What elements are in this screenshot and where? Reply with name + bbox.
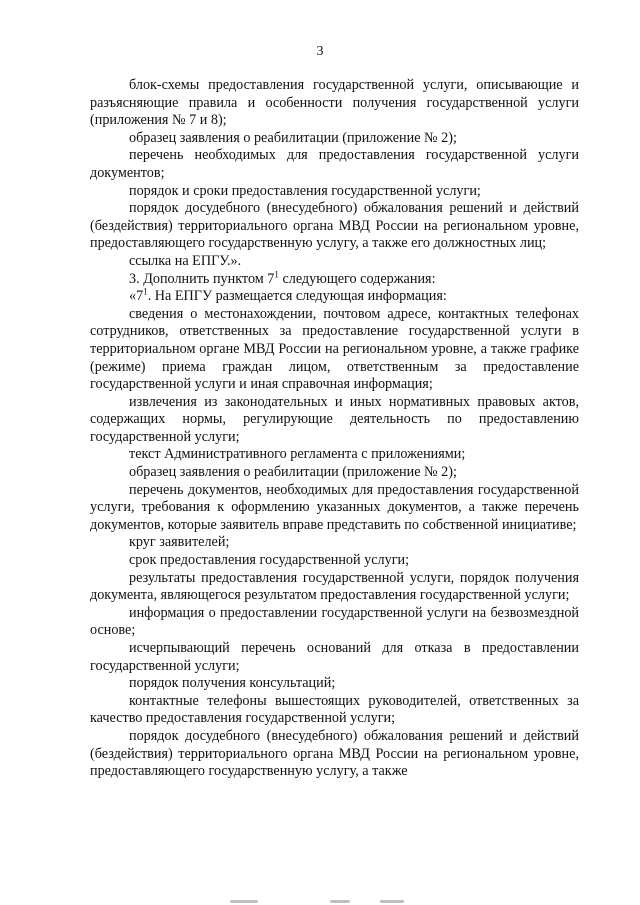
paragraph: срок предоставления государственной услуги; — [129, 552, 410, 569]
scan-edge-mark — [380, 900, 404, 903]
paragraph: сведения о местонахождении, почтовом адресе, контактных телефонах сотрудников, ответственных за предоставление государственной услуги в территориальном органе МВД России на региональном уровне, а также графике (режиме) приема граждан лицом, ответственным за предоставление государственной услуги и иная справочная информация; — [90, 305, 579, 393]
item-3-text-end: следующего содержания: — [278, 270, 436, 287]
document-body — [90, 77, 579, 781]
scan-edge-mark — [230, 900, 258, 903]
paragraph: порядок досудебного (внесудебного) обжалования решений и действий (бездействия) территориального органа МВД России на региональном уровне, предоставляющего государственную услугу, а также его должностных лиц; — [90, 200, 579, 252]
paragraph: блок-схемы предоставления государственной услуги, описывающие и разъясняющие правила и особенности получения государственной услуги (приложения № 7 и 8); — [90, 77, 579, 129]
paragraph: ссылка на ЕПГУ.». — [129, 252, 242, 269]
paragraph: перечень документов, необходимых для предоставления государственной услуги, требования к оформлению указанных документов, а также перечень документов, которые заявитель вправе представить по собственной инициативе; — [90, 481, 579, 533]
paragraph: порядок и сроки предоставления государственной услуги; — [129, 182, 481, 199]
paragraph-item-3 — [90, 268, 579, 289]
item-7-1-text-end: . На ЕПГУ размещается следующая информация: — [147, 288, 447, 305]
paragraph-item-7-1 — [90, 288, 579, 306]
paragraph: круг заявителей; — [129, 534, 230, 551]
paragraph: текст Административного регламента с приложениями; — [129, 446, 466, 463]
paragraph: образец заявления о реабилитации (приложение № 2); — [129, 464, 457, 481]
item-7-1-text: «7 — [129, 288, 144, 305]
paragraph: порядок получения консультаций; — [129, 675, 336, 692]
paragraph: информация о предоставлении государственной услуги на безвозмездной основе; — [90, 604, 579, 639]
item-3-superscript: 1 — [274, 268, 279, 279]
paragraph: извлечения из законодательных и иных нормативных правовых актов, содержащих нормы, регулирующие деятельность по предоставлению государственной услуги; — [90, 393, 579, 445]
paragraph: образец заявления о реабилитации (приложение № 2); — [129, 129, 457, 146]
paragraph: перечень необходимых для предоставления государственной услуги документов; — [90, 147, 579, 181]
item-7-1-superscript: 1 — [143, 286, 148, 297]
paragraph: порядок досудебного (внесудебного) обжалования решений и действий (бездействия) территориального органа МВД России на региональном уровне, предоставляющего государственную услугу, а также — [90, 727, 579, 780]
paragraph: контактные телефоны вышестоящих руководителей, ответственных за качество предоставления государственной услуги; — [90, 692, 579, 727]
scan-edge-mark — [330, 900, 350, 903]
paragraph: результаты предоставления государственной услуги, порядок получения документа, являющегося результатом предоставления государственной услуги; — [90, 569, 579, 604]
page-number: 3 — [316, 44, 324, 59]
paragraph: исчерпывающий перечень оснований для отказа в предоставлении государственной услуги; — [90, 640, 579, 674]
item-3-text: 3. Дополнить пунктом 7 — [129, 270, 275, 287]
